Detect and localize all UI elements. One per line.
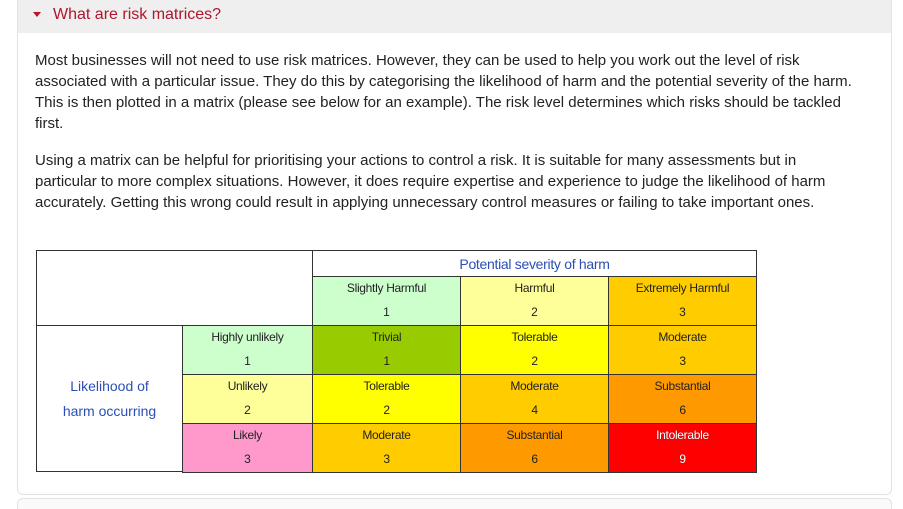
risk-cell-3-2-value: 6 xyxy=(531,452,538,466)
risk-cell-3-2 xyxy=(460,423,609,473)
likelihood-1-value: 1 xyxy=(244,354,251,368)
risk-cell-3-1 xyxy=(312,423,461,473)
paragraph-usage: Using a matrix can be helpful for prioritising your actions to control a risk. It is suitable for many assessments but in particular to more complex situations. However, it does require expertise and experience to judge the likelihood of harm accurately. Getting this wrong could result in applying unnecessary control measures or failing to take important ones. xyxy=(35,152,826,211)
risk-cell-1-1 xyxy=(312,325,461,375)
risk-cell-2-1-label: Tolerable xyxy=(363,379,410,393)
risk-cell-2-2 xyxy=(460,374,609,424)
likelihood-header-label: Likelihood of harm occurring xyxy=(62,377,157,419)
accordion-header[interactable] xyxy=(18,0,891,33)
severity-1-label: Slightly Harmful xyxy=(346,281,427,295)
risk-cell-3-3 xyxy=(608,423,757,473)
severity-header-label: Potential severity of harm xyxy=(459,256,610,272)
risk-cell-1-2 xyxy=(460,325,609,375)
risk-cell-1-2-value: 2 xyxy=(531,354,538,368)
severity-3 xyxy=(608,276,757,326)
likelihood-2-value: 2 xyxy=(244,403,251,417)
matrix-corner xyxy=(36,250,313,326)
risk-cell-1-3-label: Moderate xyxy=(658,330,707,344)
risk-cell-3-2-label: Substantial xyxy=(506,428,563,442)
risk-cell-2-3-label: Substantial xyxy=(654,379,711,393)
risk-cell-1-1-value: 1 xyxy=(383,354,390,368)
risk-cell-2-3-value: 6 xyxy=(679,403,686,417)
risk-cell-1-2-label: Tolerable xyxy=(511,330,558,344)
severity-2-label: Harmful xyxy=(514,281,555,295)
likelihood-2 xyxy=(182,374,313,424)
likelihood-3-value: 3 xyxy=(244,452,251,466)
risk-cell-3-3-value: 9 xyxy=(679,452,686,466)
severity-header xyxy=(312,250,757,277)
risk-cell-2-1 xyxy=(312,374,461,424)
risk-cell-2-3 xyxy=(608,374,757,424)
severity-3-label: Extremely Harmful xyxy=(635,281,730,295)
risk-cell-2-2-label: Moderate xyxy=(510,379,559,393)
severity-1-value: 1 xyxy=(383,305,390,319)
risk-cell-1-3-value: 3 xyxy=(679,354,686,368)
severity-1 xyxy=(312,276,461,326)
risk-cell-2-1-value: 2 xyxy=(383,403,390,417)
likelihood-3 xyxy=(182,423,313,473)
likelihood-3-label: Likely xyxy=(233,428,262,442)
severity-3-value: 3 xyxy=(679,305,686,319)
severity-2 xyxy=(460,276,609,326)
likelihood-2-label: Unlikely xyxy=(227,379,268,393)
severity-2-value: 2 xyxy=(531,305,538,319)
chevron-down-icon[interactable] xyxy=(33,12,41,17)
likelihood-1 xyxy=(182,325,313,375)
risk-cell-3-1-value: 3 xyxy=(383,452,390,466)
risk-cell-3-3-label: Intolerable xyxy=(656,428,709,442)
risk-cell-3-1-label: Moderate xyxy=(362,428,411,442)
next-accordion-item[interactable] xyxy=(17,498,892,509)
likelihood-1-label: Highly unlikely xyxy=(211,330,284,344)
paragraph-intro: Most businesses will not need to use risk matrices. However, they can be used to help you work out the level of risk associated with a particular issue. They do this by categorising the likelihood of harm and the potential severity of the harm. This is then plotted in a matrix (please see below for an example). The risk level determines which risks should be tackled first. xyxy=(35,52,852,132)
risk-cell-1-1-label: Trivial xyxy=(371,330,402,344)
accordion-title[interactable]: What are risk matrices? xyxy=(53,6,222,23)
likelihood-header xyxy=(36,325,183,472)
risk-cell-1-3 xyxy=(608,325,757,375)
risk-cell-2-2-value: 4 xyxy=(531,403,538,417)
